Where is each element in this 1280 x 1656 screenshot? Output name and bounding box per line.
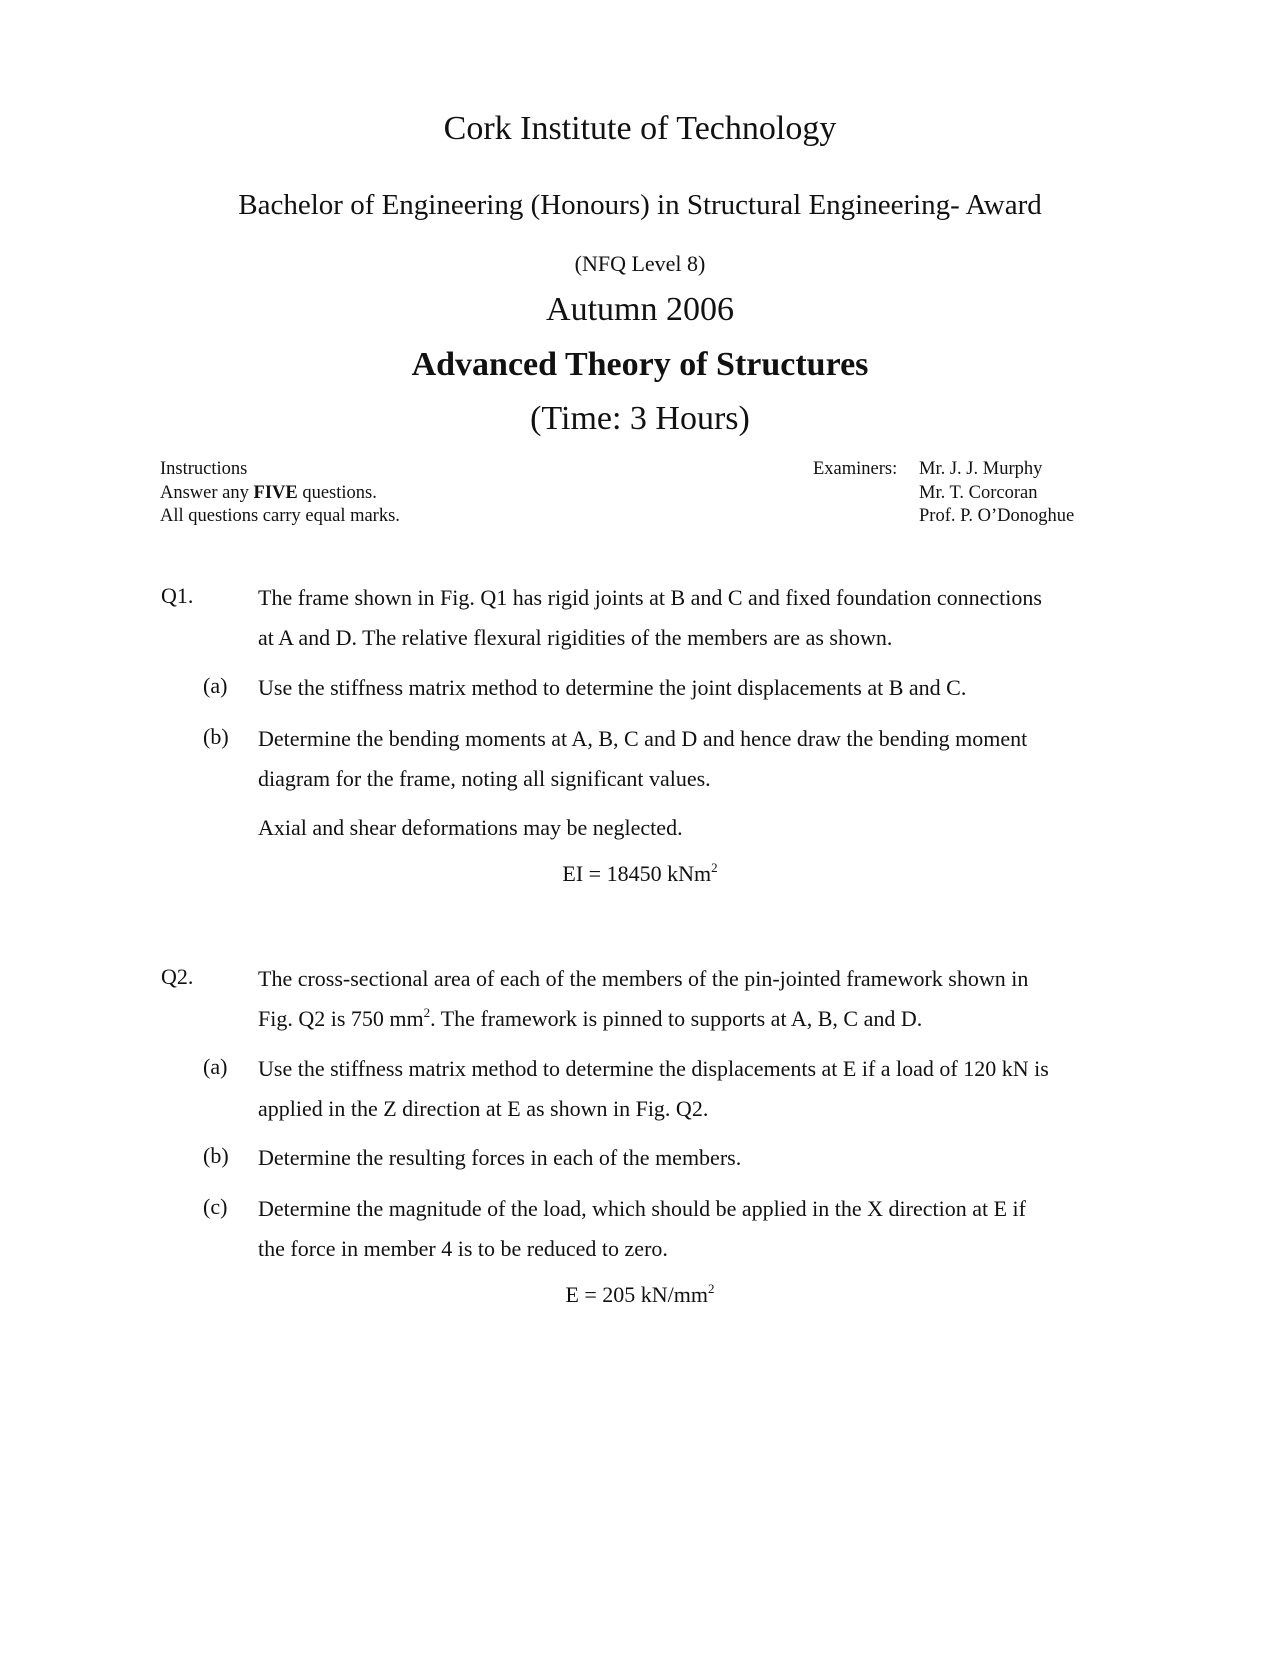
instructions-line-marks: All questions carry equal marks. [160, 506, 400, 526]
q2-area-text: Fig. Q2 is 750 mm [258, 1006, 424, 1031]
institution-title: Cork Institute of Technology [443, 110, 837, 147]
q1-intro-line: The frame shown in Fig. Q1 has rigid joints at B and C and fixed foundation connections [258, 585, 1042, 610]
q2-intro [258, 959, 1118, 1039]
q1-intro-line: at A and D. The relative flexural rigidities of the members are as shown. [258, 625, 893, 650]
q2-part-a-line: Use the stiffness matrix method to determine the displacements at E if a load of 120 kN is [258, 1056, 1049, 1081]
subject-title: Advanced Theory of Structures [411, 346, 869, 383]
q2-part-c [258, 1189, 1118, 1269]
examiners-names [919, 458, 1074, 529]
q1-note [258, 808, 1118, 848]
examiner-name: Mr. J. J. Murphy [919, 459, 1043, 479]
programme-title: Bachelor of Engineering (Honours) in Structural Engineering- Award [238, 189, 1042, 221]
instructions-answer-prefix: Answer any [160, 482, 254, 503]
q1-part-b-line: diagram for the frame, noting all significant values. [258, 766, 711, 791]
examiner-name: Prof. P. O’Donoghue [919, 506, 1075, 526]
exam-duration: (Time: 3 Hours) [530, 400, 750, 437]
q1-part-a [258, 668, 1118, 708]
instructions-answer-count: FIVE [253, 482, 298, 503]
q1-part-b [258, 719, 1118, 799]
exam-session: Autumn 2006 [546, 291, 734, 328]
q1-part-b-label: (b) [203, 724, 229, 749]
q2-equation [0, 1282, 1280, 1308]
q2-intro-line: The cross-sectional area of each of the members of the pin-jointed framework shown in [258, 966, 1029, 991]
examiner-name: Mr. T. Corcoran [919, 482, 1038, 503]
q2-part-a-label: (a) [203, 1054, 228, 1079]
instructions-line-answer [160, 482, 400, 506]
q1-equation-exponent: 2 [711, 860, 718, 875]
q2-part-a [258, 1049, 1118, 1129]
instructions-title: Instructions [160, 459, 248, 479]
q1-intro [258, 578, 1118, 658]
examiners-block [813, 458, 1074, 529]
q2-area-exponent: 2 [423, 1005, 431, 1020]
q2-part-b [258, 1138, 1118, 1178]
q2-part-c-line: Determine the magnitude of the load, which should be applied in the X direction at E if [258, 1196, 1026, 1221]
q2-part-b-text: Determine the resulting forces in each of the members. [258, 1145, 742, 1170]
q2-part-c-label: (c) [203, 1194, 228, 1219]
q2-equation-text: E = 205 kN/mm [565, 1282, 709, 1307]
q2-support-text: . The framework is pinned to supports at A, B, C and D. [430, 1006, 923, 1031]
examiners-label: Examiners: [813, 459, 898, 479]
instructions-answer-suffix: questions. [297, 482, 377, 503]
q2-part-c-line: the force in member 4 is to be reduced to zero. [258, 1236, 668, 1261]
instructions-block [160, 458, 400, 529]
q1-part-b-line: Determine the bending moments at A, B, C and D and hence draw the bending moment [258, 726, 1028, 751]
q2-intro-line [258, 999, 1118, 1039]
q2-number: Q2. [161, 964, 194, 989]
q1-number: Q1. [161, 583, 194, 608]
q2-part-b-label: (b) [203, 1143, 229, 1168]
q1-part-a-label: (a) [203, 673, 228, 698]
q2-part-a-line: applied in the Z direction at E as shown in Fig. Q2. [258, 1096, 709, 1121]
q1-equation [0, 861, 1280, 887]
q2-equation-exponent: 2 [708, 1281, 715, 1296]
q1-note-text: Axial and shear deformations may be neglected. [258, 815, 683, 840]
nfq-level: (NFQ Level 8) [574, 251, 706, 276]
q1-part-a-text: Use the stiffness matrix method to determine the joint displacements at B and C. [258, 675, 967, 700]
q1-equation-text: EI = 18450 kNm [562, 861, 712, 886]
